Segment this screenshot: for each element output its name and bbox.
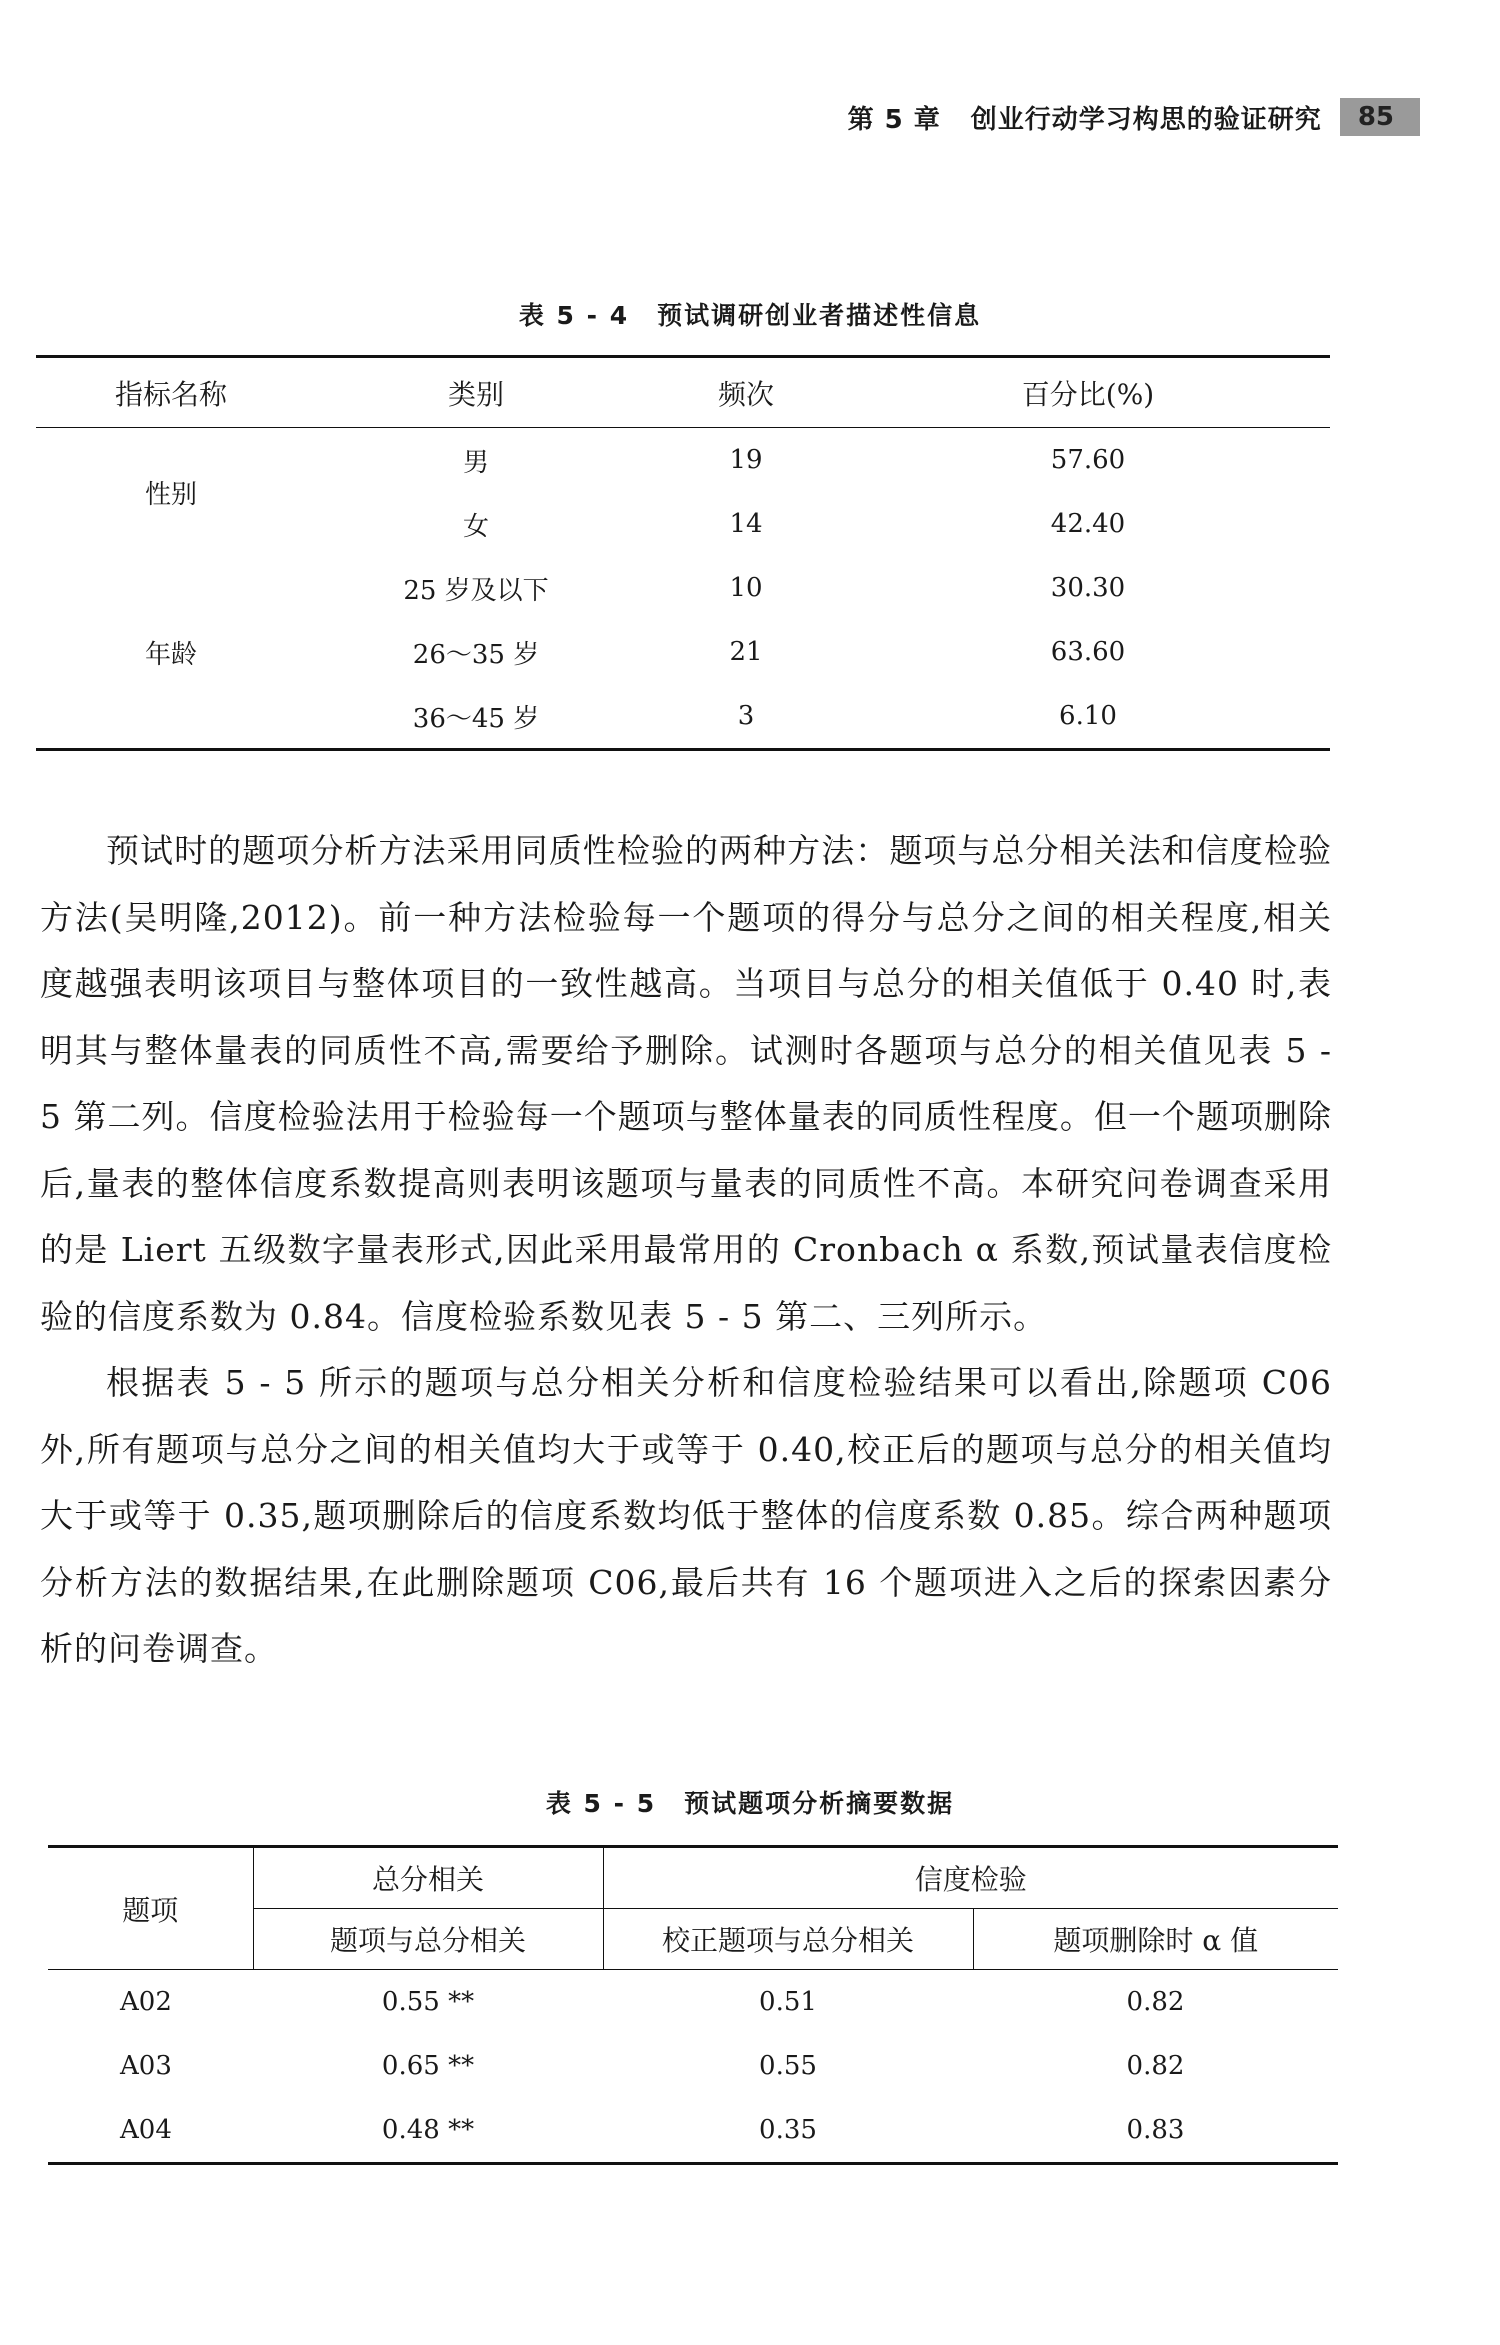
corrected-cell: 0.51 bbox=[759, 1987, 817, 2017]
percent-cell: 30.30 bbox=[1050, 573, 1126, 603]
chapter-heading bbox=[848, 99, 1322, 136]
frequency-cell: 3 bbox=[737, 701, 755, 731]
percent-cell: 42.40 bbox=[1050, 509, 1126, 539]
group-label-gender: 性别 bbox=[144, 479, 197, 510]
item-cell: A03 bbox=[120, 2051, 172, 2081]
table-row bbox=[48, 1970, 1338, 2035]
corr-cell: 0.65 ** bbox=[381, 2051, 475, 2081]
frequency-cell: 10 bbox=[729, 573, 763, 603]
item-cell: A02 bbox=[120, 1987, 172, 2017]
table1-caption-title: 预试调研创业者描述性信息 bbox=[657, 301, 982, 330]
table2-header-row bbox=[48, 1847, 1338, 1909]
table2-caption-title: 预试题项分析摘要数据 bbox=[684, 1789, 955, 1818]
category-cell: 36～45 岁 bbox=[412, 703, 540, 734]
table1-caption bbox=[0, 296, 1500, 332]
table1-caption-label: 表 5 - 4 bbox=[518, 301, 630, 330]
category-cell: 25 岁及以下 bbox=[403, 575, 549, 606]
table-row bbox=[36, 556, 1330, 620]
group-label-age: 年龄 bbox=[144, 639, 197, 670]
col-header-alpha-if-deleted: 题项删除时 α 值 bbox=[973, 1909, 1338, 1970]
alpha-cell: 0.82 bbox=[1126, 1987, 1185, 2017]
col-header-indicator: 指标名称 bbox=[36, 357, 306, 428]
frequency-cell: 21 bbox=[729, 637, 763, 667]
running-header bbox=[848, 98, 1420, 136]
col-header-category: 类别 bbox=[306, 357, 646, 428]
chapter-title: 创业行动学习构思的验证研究 bbox=[970, 104, 1322, 135]
col-header-item-total-corr: 题项与总分相关 bbox=[253, 1909, 603, 1970]
frequency-cell: 14 bbox=[729, 509, 763, 539]
paragraph-item-analysis: 预试时的题项分析方法采用同质性检验的两种方法：题项与总分相关法和信度检验方法(吴明隆,2012)。前一种方法检验每一个题项的得分与总分之间的相关程度,相关度越强表明该项目与整体项目的一致性越高。当项目与总分的相关值低于 0.40 时,表明其与整体量表的同质性不高,需要给予删除。试测时各题项与总分的相关值见表 5 - 5 第二列。信度检验法用于检验每一个题项与整体量表的同质性程度。但一个题项删除后,量表的整体信度系数提高则表明该题项与量表的同质性不高。本研究问卷调查采用的是 Liert 五级数字量表形式,因此采用最常用的 Cronbach α 系数,预试量表信度检验的信度系数为 0.84。信度检验系数见表 5 - 5 第二、三列所示。 bbox=[40, 831, 1332, 1336]
col-header-item: 题项 bbox=[48, 1847, 253, 1970]
percent-cell: 63.60 bbox=[1050, 637, 1126, 667]
category-cell: 26～35 岁 bbox=[412, 639, 540, 670]
percent-cell: 57.60 bbox=[1050, 445, 1126, 475]
corr-cell: 0.55 ** bbox=[381, 1987, 475, 2017]
col-group-reliability: 信度检验 bbox=[603, 1847, 1338, 1909]
table-row bbox=[48, 2034, 1338, 2098]
col-header-corrected-corr: 校正题项与总分相关 bbox=[603, 1909, 973, 1970]
item-cell: A04 bbox=[120, 2115, 172, 2145]
item-analysis-table bbox=[48, 1845, 1338, 2165]
table2-caption-label: 表 5 - 5 bbox=[545, 1789, 657, 1818]
page-number: 85 bbox=[1340, 98, 1420, 136]
percent-cell: 6.10 bbox=[1059, 701, 1117, 731]
category-cell: 男 bbox=[462, 447, 489, 478]
corrected-cell: 0.55 bbox=[759, 2051, 817, 2081]
body-text bbox=[40, 818, 1332, 1683]
alpha-cell: 0.83 bbox=[1126, 2115, 1185, 2145]
corr-cell: 0.48 ** bbox=[381, 2115, 475, 2145]
alpha-cell: 0.82 bbox=[1126, 2051, 1185, 2081]
col-group-total-correlation: 总分相关 bbox=[253, 1847, 603, 1909]
chapter-number: 第 5 章 bbox=[847, 104, 941, 135]
descriptive-info-table bbox=[36, 355, 1330, 751]
table2-caption bbox=[0, 1784, 1500, 1820]
table-row bbox=[48, 2098, 1338, 2164]
frequency-cell: 19 bbox=[729, 445, 763, 475]
table-row bbox=[36, 428, 1330, 493]
paragraph-results: 根据表 5 - 5 所示的题项与总分相关分析和信度检验结果可以看出,除题项 C06 外,所有题项与总分之间的相关值均大于或等于 0.40,校正后的题项与总分的相关值均大于或等于 0.35,题项删除后的信度系数均低于整体的信度系数 0.85。综合两种题项分析方法的数据结果,在此删除题项 C06,最后共有 16 个题项进入之后的探索因素分析的问卷调查。 bbox=[40, 1363, 1332, 1668]
col-header-percent: 百分比(%) bbox=[846, 357, 1330, 428]
table1-header-row bbox=[36, 357, 1330, 428]
col-header-frequency: 频次 bbox=[646, 357, 846, 428]
category-cell: 女 bbox=[462, 511, 489, 542]
corrected-cell: 0.35 bbox=[759, 2115, 817, 2145]
